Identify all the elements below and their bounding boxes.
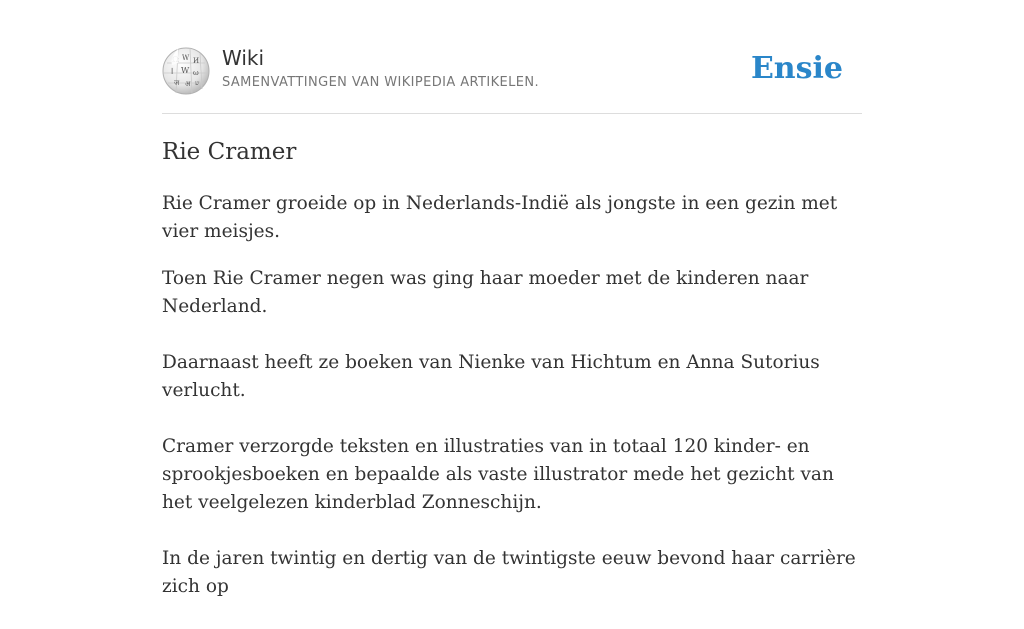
svg-text:ا: ا (171, 67, 174, 76)
svg-text:अ: अ (185, 80, 191, 88)
article-paragraph: Rie Cramer groeide op in Nederlands-Indië als jongste in een gezin met vier meisjes. (162, 193, 838, 242)
article-paragraph: In de jaren twintig en dertig van de twintigste eeuw bevond haar carrière zich op (162, 548, 856, 597)
svg-text:ज: ज (174, 79, 180, 87)
wikipedia-globe-icon[interactable] (162, 47, 210, 95)
site-title[interactable]: Wiki (222, 46, 265, 70)
site-header (162, 0, 862, 114)
article-paragraph: Toen Rie Cramer negen was ging haar moeder met de kinderen naar Nederland. (162, 268, 809, 317)
svg-text:ω: ω (193, 69, 199, 77)
article-title: Rie Cramer (162, 139, 297, 165)
svg-text:И: И (193, 57, 200, 65)
site-tagline: SAMENVATTINGEN VAN WIKIPEDIA ARTIKELEN. (222, 75, 540, 90)
page (162, 0, 862, 597)
article-paragraph: Daarnaast heeft ze boeken van Nienke van Hichtum en Anna Sutorius verlucht. (162, 352, 820, 401)
svg-text:W: W (181, 66, 190, 75)
svg-text:ש: ש (195, 80, 200, 87)
article-paragraph: Cramer verzorgde teksten en illustraties van in totaal 120 kinder- en sprookjesboeken en bepaalde als vaste illustrator mede het gezicht van het veelgelezen kinderblad Zonneschijn. (162, 436, 834, 513)
ensie-brand-link[interactable]: Ensie (750, 51, 843, 86)
svg-text:W: W (182, 54, 190, 62)
article-body (162, 190, 862, 629)
